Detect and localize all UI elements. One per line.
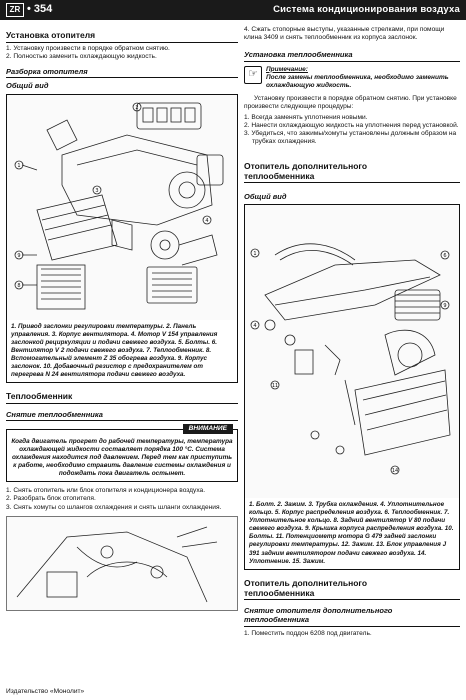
aux-heater-title [244,161,460,184]
aux-heater-exploded-diagram [244,204,460,498]
aux-removal-steps [244,630,460,638]
install-intro: Установку произвести в порядке обратном снятию. При установке произвести следующие процедуры: [244,95,457,111]
page-number-block [6,3,52,17]
disassembly-title: Разборка отопителя [6,67,238,78]
aux-heater-drawing [245,205,458,497]
general-view-label: Общий вид [6,81,49,91]
section-title: Система кондиционирования воздуха [273,4,460,15]
aux-general-view-label: Общий вид [244,191,287,201]
aux-heater2-title-line2: теплообменника [244,588,460,600]
left-column [6,24,238,611]
hose-removal-photo [6,516,238,611]
list-item: 3. Убедиться, что зажимы/хомуты установлены должным образом на трубках охлаждения. [244,130,457,146]
svg-text:4: 4 [205,217,209,224]
svg-text:9: 9 [443,303,447,310]
warning-tag: ВНИМАНИЕ [183,424,233,434]
aux-removal-title [244,606,460,627]
note-text: После замены теплообменника, необходимо заменить охлаждающую жидкость. [266,73,449,90]
note-title: Примечание: [266,65,308,73]
hand-pointer-icon: ☞ [244,66,262,84]
heater-drawing [7,95,236,319]
svg-text:14: 14 [391,468,399,475]
list-item: 1. Снять отопитель или блок отопителя и кондиционера воздуха. [6,487,206,495]
publisher-logo: ZR [6,3,24,17]
warning-text: Когда двигатель прогрет до рабочей температуры, температура охлаждающей жидкости составляет порядка 100 °C. Система охлаждения находится под давлением. Перед тем как приступить к работе, необходимо стравить давление системы охлаждения и подождать пока двигатель остынет. [11,438,233,478]
install-exchanger-title: Установка теплообменника [244,50,460,61]
figure1-caption: 1. Привод заслонки регулировки температуры. 2. Панель управления. 3. Корпус вентилятора. 4. Мотор V 154 управления заслонкой рециркуляции и подачи свежего воздуха. 5. Болты. 6. Вентилятор V 2 подачи свежего воздуха. 7. Теплообменник. 8. Вспомогательный элемент Z 35 обогрева воздуха. 9. Корпус заслонок. 10. Добавочный резистор с предохранителем от перегрева N 24 вентилятора подачи свежего воздуха. [6,320,238,383]
note-block [244,66,460,90]
svg-text:11: 11 [271,383,279,390]
page-bullet: • [27,3,31,16]
svg-text:9: 9 [17,252,21,259]
publisher-footer: Издательство «Монолит» [6,688,85,695]
heat-exchanger-title: Теплообменник [6,391,238,404]
list-item: 2. Нанести охлаждающую жидкость на уплотнения перед установкой. [244,121,459,129]
step4-text: 4. Сжать стопорные выступы, указанные стрелками, при помощи клина 3409 и снять теплообменник из корпуса заслонок. [244,26,445,42]
page-header [0,0,466,20]
figure2-caption: 1. Болт. 2. Зажим. 3. Трубка охлаждения. 4. Уплотнительное кольцо. 5. Корпус распределения воздуха. 6. Теплообменник. 7. Уплотнительное кольцо. 8. Задний вентилятор V 80 подачи свежего воздуха. 9. Крышка корпуса распределения воздуха. 10. Болты. 11. Потенциометр мотора G 479 задней заслонки регулировки температуры. 12. Зажим. 13. Блок управления J 391 задним вентилятором подачи свежего воздуха. 14. Уплотнение. 15. Зажим. [244,498,460,569]
install-exchanger-steps [244,114,460,147]
aux-removal-title-line2: теплообменника [244,615,310,625]
removal-steps [6,487,238,512]
heater-exploded-diagram [6,94,238,320]
svg-text:2: 2 [135,104,139,111]
svg-text:3: 3 [95,187,99,194]
aux-removal-title-line1: Снятие отопителя дополнительного [244,605,393,615]
hose-drawing [7,517,237,610]
note-text-block [266,66,460,90]
list-item: 1. Всегда заменять уплотнения новыми. [244,113,368,121]
list-item: 1. Поместить поддон 6208 под двигатель. [244,629,372,637]
svg-text:6: 6 [443,253,447,260]
aux-heater-title-line1: Отопитель дополнительного [244,160,368,171]
svg-text:8: 8 [17,282,21,289]
page-number: 354 [33,3,53,16]
aux-heater-title-line2: теплообменника [244,171,460,183]
warning-box [6,425,238,482]
svg-text:1: 1 [17,162,21,169]
aux-heater2-title [244,578,460,601]
right-column [244,24,460,638]
install-heater-title: Установка отопителя [6,30,238,43]
list-item: 3. Снять хомуты со шлангов охлаждения и снять шланги охлаждения. [6,503,222,511]
svg-text:4: 4 [253,323,257,330]
list-item: 2. Разобрать блок отопителя. [6,495,96,503]
list-item: 2. Полностью заменить охлаждающую жидкость. [6,52,157,60]
list-item: 1. Установку произвести в порядке обратном снятию. [6,44,170,52]
install-heater-steps [6,45,238,61]
aux-heater2-title-line1: Отопитель дополнительного [244,577,368,588]
svg-text:1: 1 [253,251,257,258]
removal-title: Снятие теплообменника [6,410,238,421]
